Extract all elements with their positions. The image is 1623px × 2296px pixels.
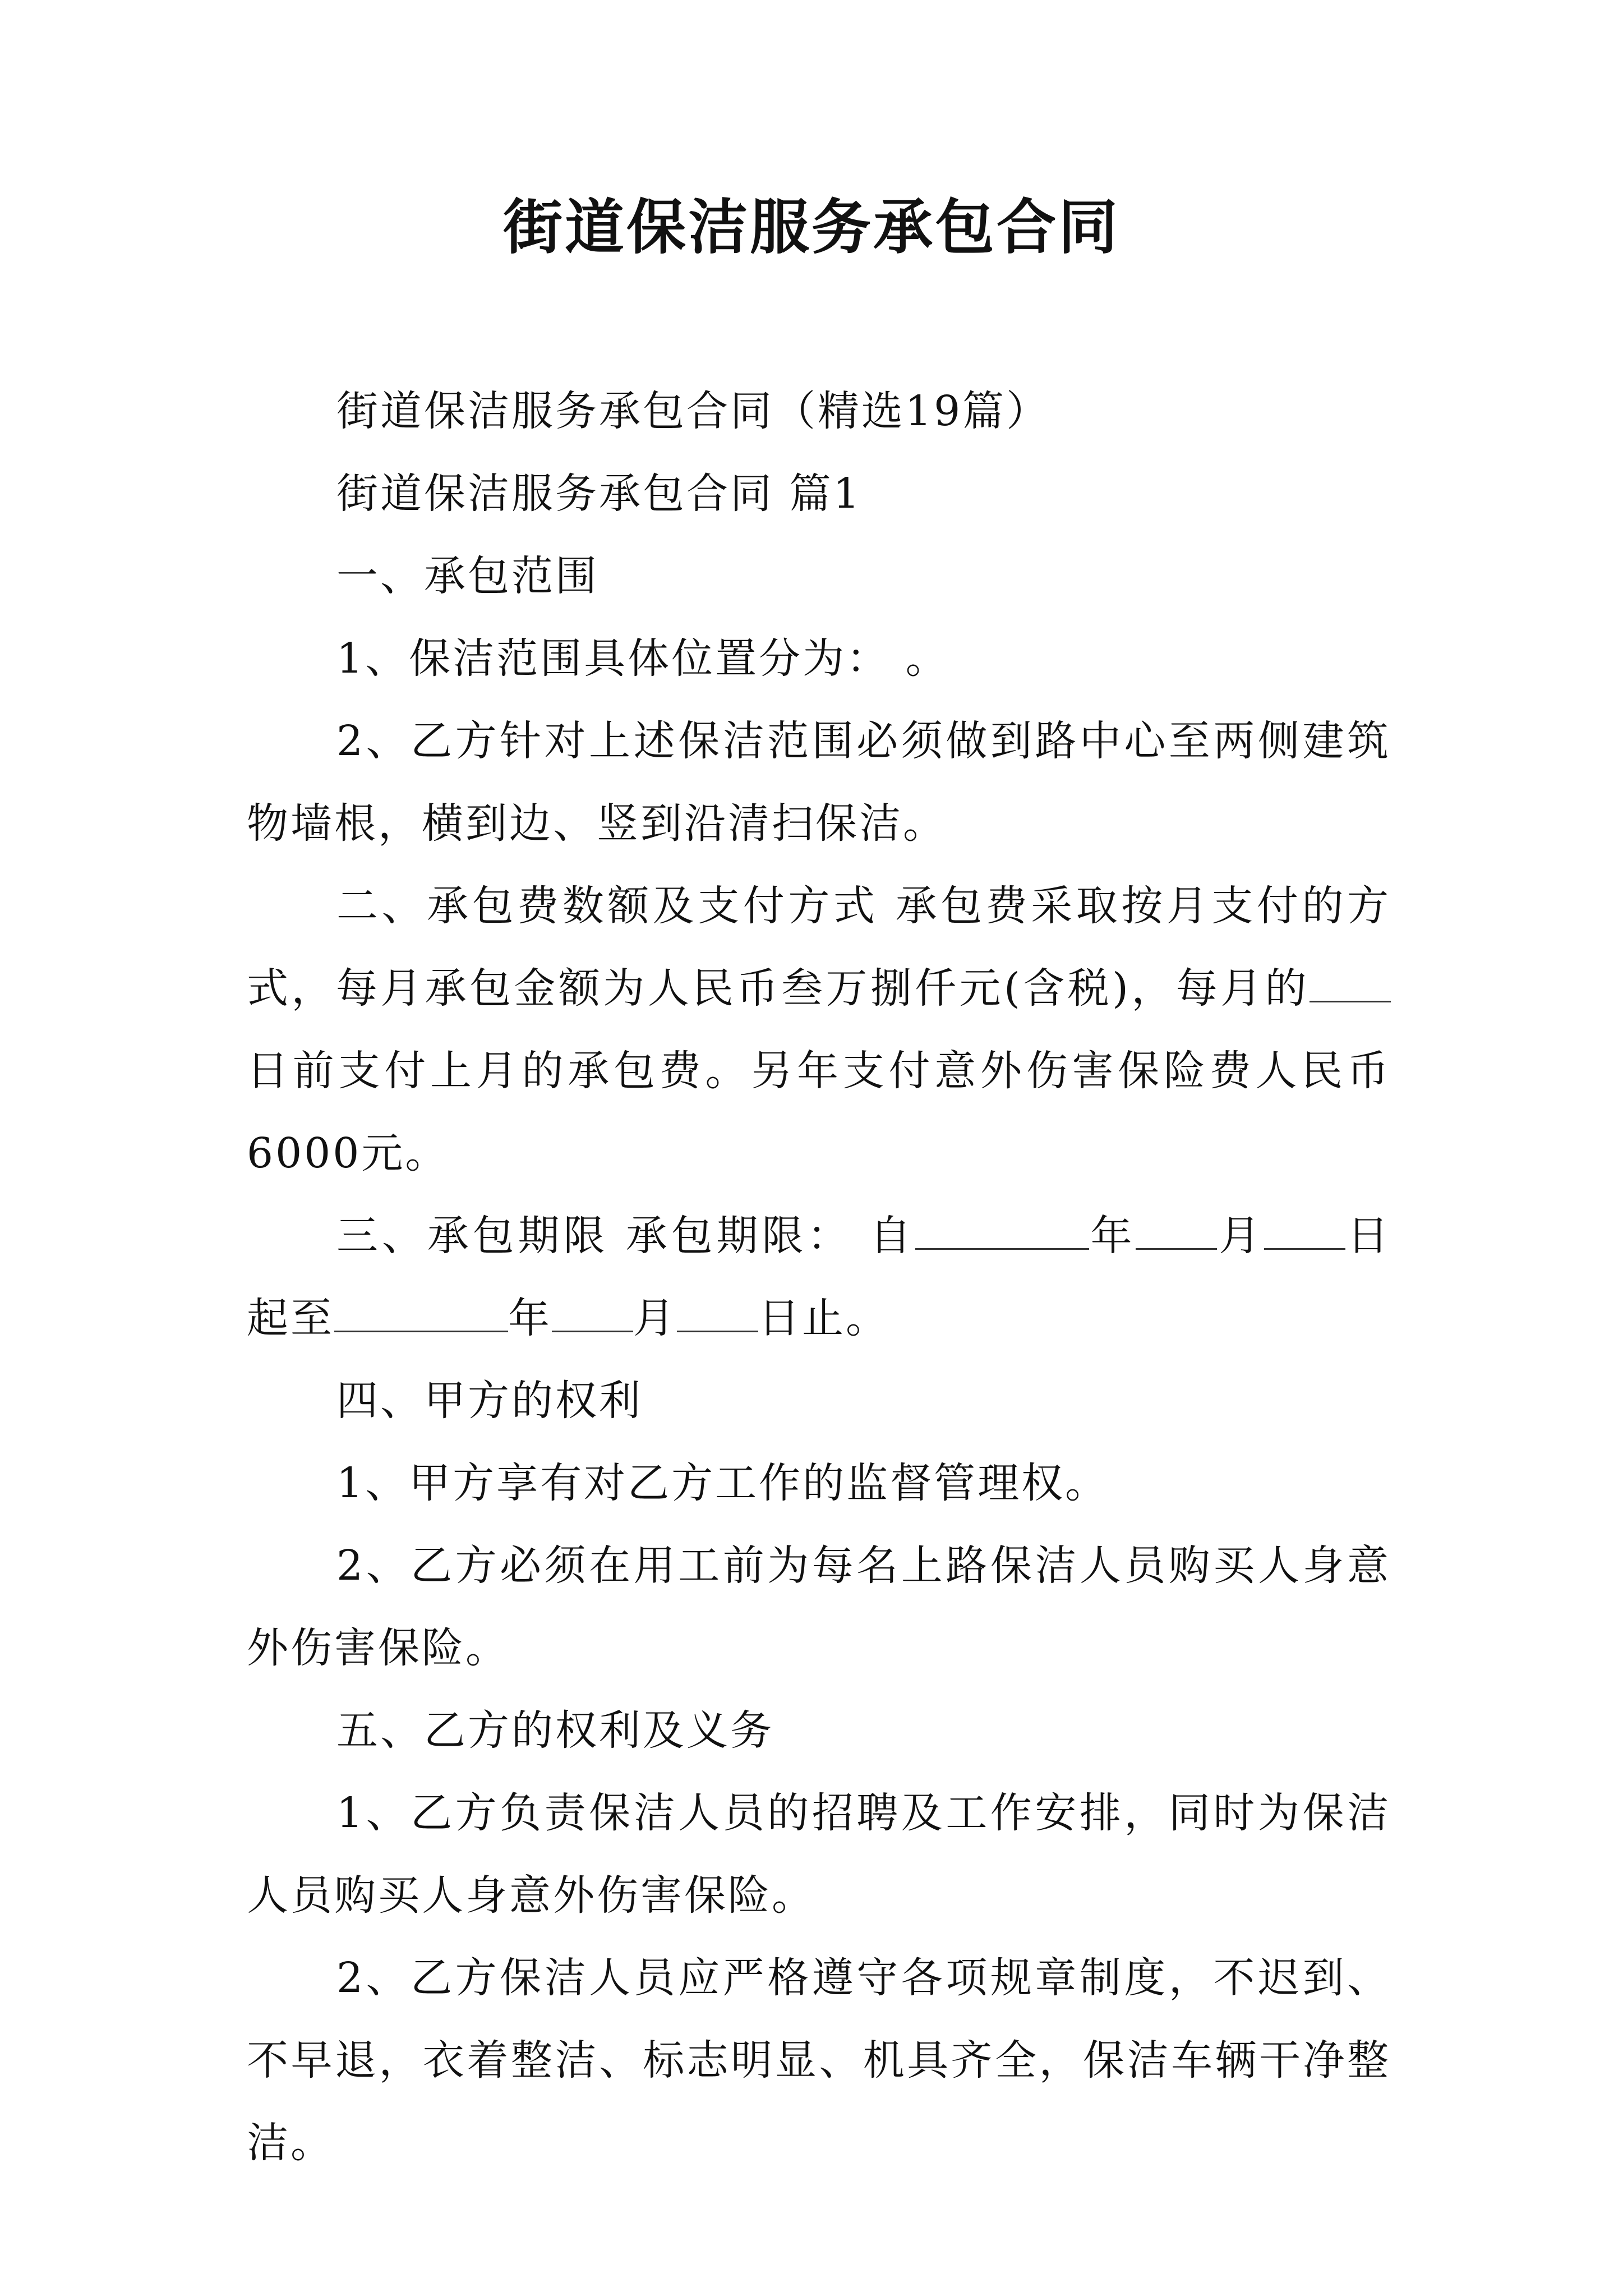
party-b-clause-2: 2、乙方保洁人员应严格遵守各项规章制度，不迟到、不早退，衣着整洁、标志明显、机具齐全，保洁车辆干净整洁。 [247, 1954, 1391, 2167]
term-end-year-blank [334, 1291, 508, 1332]
term-year2-label: 年 [508, 1294, 552, 1342]
party-a-clause-1: 1、甲方享有对乙方工作的监督管理权。 [336, 1459, 1109, 1507]
fee-day-blank [1310, 961, 1391, 1002]
term-year-label: 年 [1089, 1212, 1136, 1260]
document-title: 街道保洁服务承包合同 [503, 192, 1120, 262]
fee-clause [247, 865, 1391, 1195]
term-end-month-blank [552, 1291, 633, 1332]
scope-heading: 一、承包范围 [336, 552, 599, 600]
section-heading: 街道保洁服务承包合同 篇1 [336, 470, 862, 518]
subtitle: 街道保洁服务承包合同（精选19篇） [336, 387, 1050, 435]
term-month-label: 月 [1217, 1212, 1265, 1260]
party-b-heading: 五、乙方的权利及义务 [336, 1706, 774, 1755]
fee-text-b: 日前支付上月的承包费。另年支付意外伤害保险费人民币6000元。 [247, 1047, 1391, 1177]
term-text-a: 三、承包期限 承包期限： 自 [336, 1212, 915, 1260]
party-b-clause-1: 1、乙方负责保洁人员的招聘及工作安排，同时为保洁人员购买人身意外伤害保险。 [247, 1789, 1391, 1920]
term-day-start-label: 日起至 [247, 1212, 1391, 1342]
term-end-label: 日止。 [758, 1294, 889, 1342]
term-start-year-blank [915, 1209, 1089, 1250]
party-a-heading: 四、甲方的权利 [336, 1377, 643, 1425]
term-clause [247, 1195, 1391, 1360]
party-a-clause-2: 2、乙方必须在用工前为每名上路保洁人员购买人身意外伤害保险。 [247, 1542, 1391, 1672]
term-start-month-blank [1136, 1209, 1217, 1250]
scope-clause-2: 2、乙方针对上述保洁范围必须做到路中心至两侧建筑物墙根，横到边、竖到沿清扫保洁。 [247, 717, 1391, 848]
term-month2-label: 月 [633, 1294, 677, 1342]
document-body [247, 370, 1391, 2184]
scope-clause-1: 1、保洁范围具体位置分为： 。 [336, 634, 949, 683]
fee-text-a: 二、承包费数额及支付方式 承包费采取按月支付的方式，每月承包金额为人民币叁万捌仟元(含税)，每月的 [247, 882, 1391, 1013]
term-start-day-blank [1264, 1209, 1345, 1250]
term-end-day-blank [677, 1291, 758, 1332]
